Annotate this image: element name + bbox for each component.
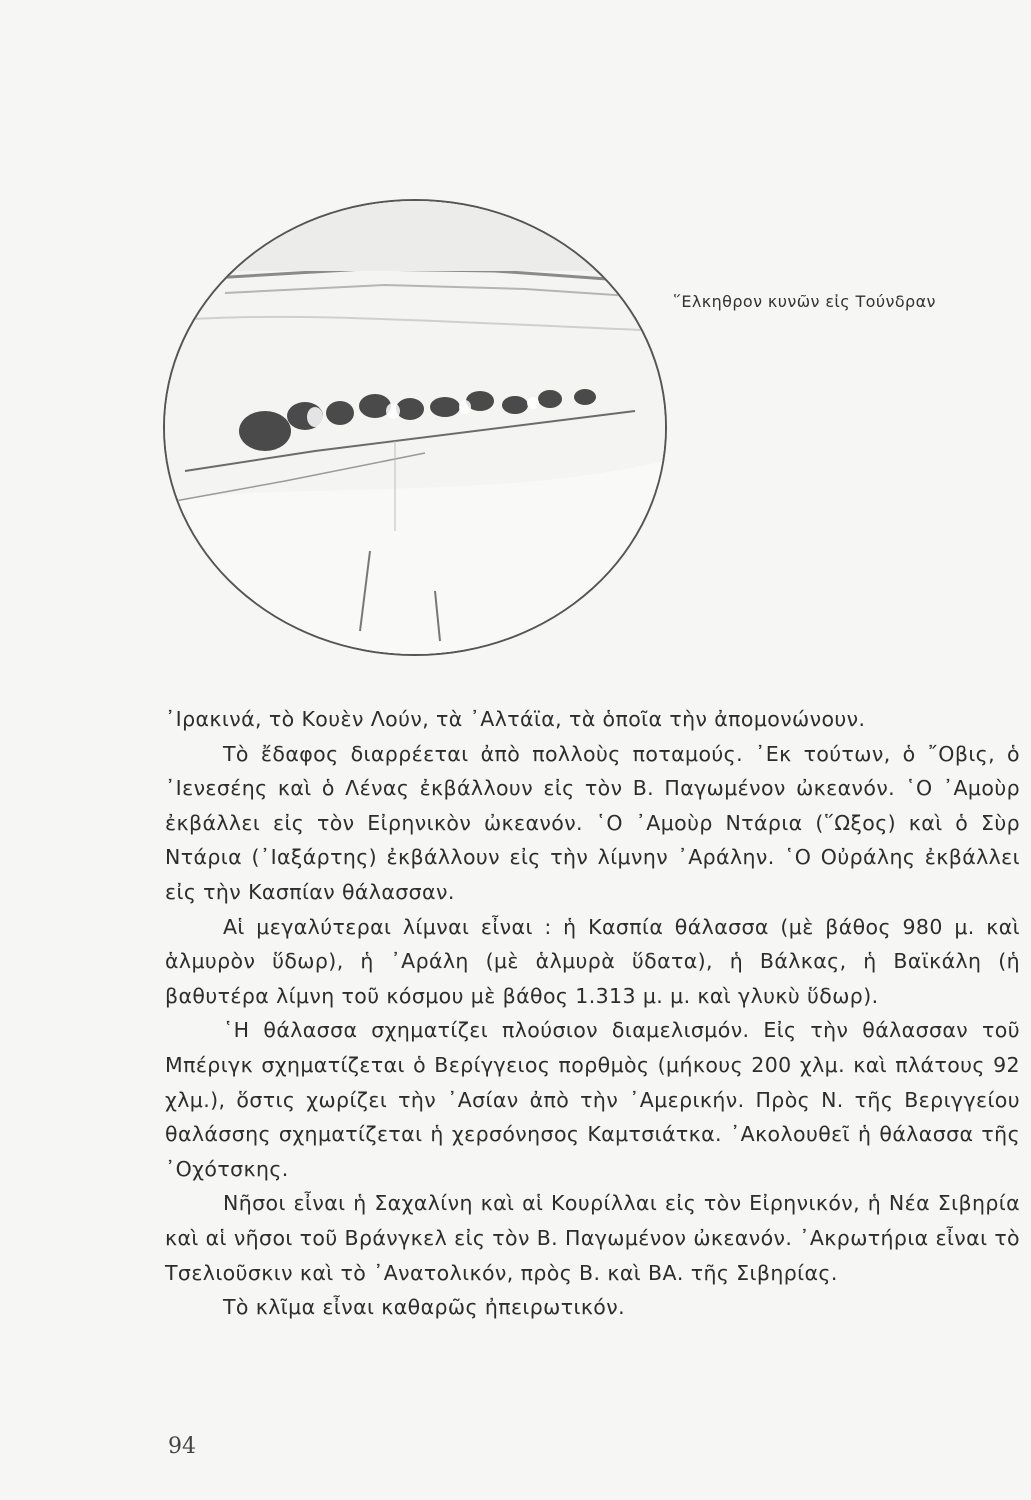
paragraph: Τὸ κλῖμα εἶναι καθαρῶς ἠπειρωτικόν. bbox=[223, 1295, 626, 1320]
dog-sled-photo bbox=[163, 199, 667, 656]
paragraph: Νῆσοι εἶναι ἡ Σαχαλίνη καὶ αἱ Κουρίλλαι εἰς τὸν Εἰρηνικόν, ἡ Νέα Σιβηρία καὶ αἱ νῆσοι τοῦ Βράνγκελ εἰς τὸν Β. Παγωμένον ὠκεανόν. ᾿Ακρωτήρια εἶναι τὸ Τσελιοῦσκιν καὶ τὸ ᾿Ανατολικόν, πρὸς Β. καὶ ΒΑ. τῆς Σιβηρίας. bbox=[165, 1191, 1021, 1285]
paragraph: Τὸ ἔδαφος διαρρέεται ἀπὸ πολλοὺς ποταμούς. ᾿Εκ τούτων, ὁ ῎Οβις, ὁ ᾿Ιενεσέης καὶ ὁ Λένας ἐκβάλλουν εἰς τὸν Β. Παγωμένον ὠκεανόν. ῾Ο ᾿Αμοὺρ ἐκβάλλει εἰς τὸν Εἰρηνικὸν ὠκεανόν. ῾Ο ᾿Αμοὺρ Ντάρια (῞Ωξος) καὶ ὁ Σὺρ Ντάρια (᾿Ιαξάρτης) ἐκβάλλουν εἰς τὴν λίμνην ᾿Αράλην. ῾Ο Οὐράλης ἐκβάλλει εἰς τὴν Κασπίαν θάλασσαν. bbox=[165, 741, 1020, 904]
paragraph: Αἱ μεγαλύτεραι λίμναι εἶναι : ἡ Κασπία θάλασσα (μὲ βάθος 980 μ. καὶ ἁλμυρὸν ὕδωρ), ἡ ᾿Αράλη (μὲ ἁλμυρὰ ὕδατα), ἡ Βάλκας, ἡ Βαϊκάλη (ἡ βαθυτέρα λίμνη τοῦ κόσμου μὲ βάθος 1.313 μ. μ. καὶ γλυκὺ ὕδωρ). bbox=[165, 914, 1020, 1008]
page-number: 94 bbox=[168, 1434, 196, 1459]
paragraph: ῾Η θάλασσα σχηματίζει πλούσιον διαμελισμόν. Εἰς τὴν θάλασσαν τοῦ Μπέριγκ σχηματίζεται ὁ Βερίγγειος πορθμὸς (μήκους 200 χλμ. καὶ πλάτους 92 χλμ.), ὅστις χωρίζει τὴν ᾿Ασίαν ἀπὸ τὴν ᾿Αμερικήν. Πρὸς Ν. τῆς Βεριγγείου θαλάσσης σχηματίζεται ἡ χερσόνησος Καμτσιάτκα. ᾿Ακολουθεῖ ἡ θάλασσα τῆς ᾿Οχότσκης. bbox=[165, 1018, 1020, 1181]
tundra-scene-icon bbox=[165, 201, 665, 654]
photo-caption: ῞Ελκηθρον κυνῶν εἰς Τούνδραν bbox=[673, 292, 936, 311]
body-text bbox=[165, 702, 1020, 1325]
paragraph: ᾿Ιρακινά, τὸ Κουὲν Λούν, τὰ ᾿Αλτάϊα, τὰ ὁποῖα τὴν ἀπομονώνουν. bbox=[165, 707, 866, 731]
